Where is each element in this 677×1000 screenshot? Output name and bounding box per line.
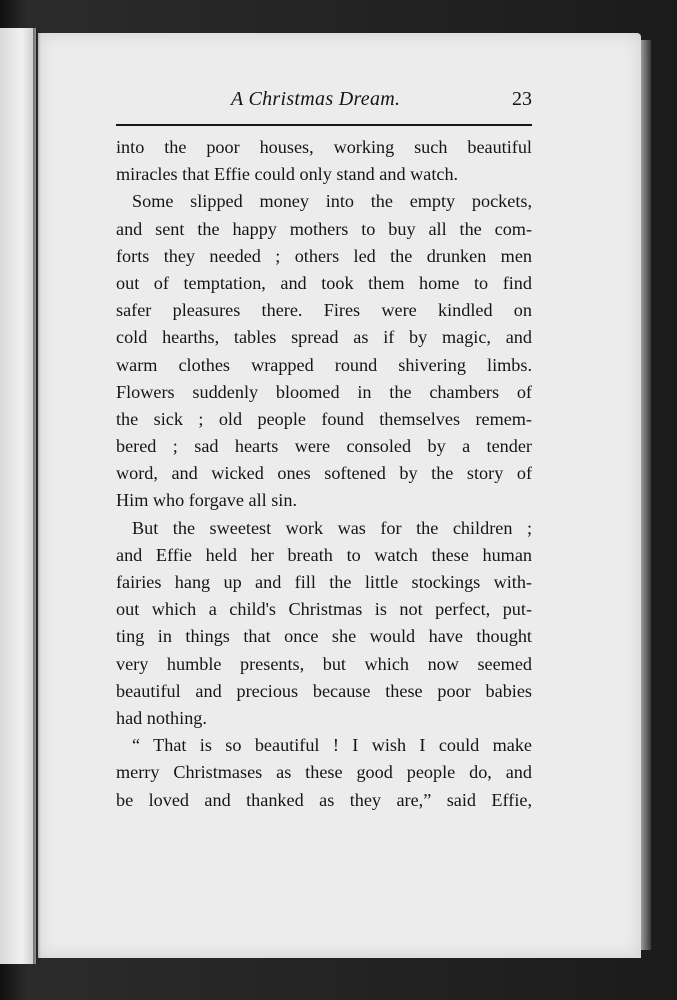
text-line: Him who forgave all sin. xyxy=(116,490,298,511)
header-rule xyxy=(116,124,532,126)
text-line: But the sweetest work was for the children ; xyxy=(132,517,532,538)
spine-shadow xyxy=(33,28,41,964)
text-line: beautiful and precious because these poor babies xyxy=(116,680,532,701)
text-line: be loved and thanked as they are,” said Effie, xyxy=(116,789,532,810)
running-title: A Christmas Dream. xyxy=(231,88,401,110)
text-line: forts they needed ; others led the drunken men xyxy=(116,245,532,266)
page-edge-right xyxy=(641,40,651,950)
text-line: out of temptation, and took them home to find xyxy=(116,272,532,293)
text-line: word, and wicked ones softened by the story of xyxy=(116,463,532,484)
text-line: merry Christmases as these good people do, and xyxy=(116,762,532,783)
text-line: fairies hang up and fill the little stockings with- xyxy=(116,572,532,592)
text-line: safer pleasures there. Fires were kindled on xyxy=(116,300,532,321)
page-number: 23 xyxy=(512,88,532,110)
text-line: bered ; sad hearts were consoled by a tender xyxy=(116,436,532,457)
text-line: warm clothes wrapped round shivering limbs. xyxy=(116,354,532,375)
text-line: cold hearths, tables spread as if by magic, and xyxy=(116,327,532,348)
text-line: and Effie held her breath to watch these human xyxy=(116,544,532,565)
text-line: had nothing. xyxy=(116,707,207,728)
text-line: out which a child's Christmas is not perfect, put- xyxy=(116,599,532,620)
text-line: Flowers suddenly bloomed in the chambers of xyxy=(116,381,532,402)
text-line: into the poor houses, working such beautiful xyxy=(116,137,532,157)
text-line: Some slipped money into the empty pockets, xyxy=(132,191,532,212)
running-header xyxy=(116,88,532,116)
body-text xyxy=(116,134,532,814)
text-line: the sick ; old people found themselves remem- xyxy=(116,408,532,429)
text-line: ting in things that once she would have thought xyxy=(116,626,532,647)
text-line: “ That is so beautiful ! I wish I could make xyxy=(132,735,532,756)
text-line: miracles that Effie could only stand and watch. xyxy=(116,164,459,185)
text-line: very humble presents, but which now seemed xyxy=(116,653,532,674)
text-line: and sent the happy mothers to buy all the com- xyxy=(116,218,532,239)
